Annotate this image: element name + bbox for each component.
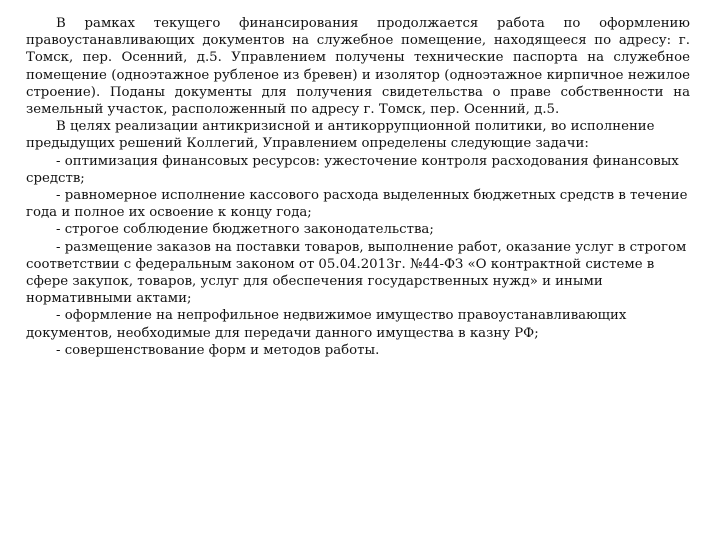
list-item-methods-improvement: - совершенствование форм и методов работы. (56, 342, 380, 358)
list-item-property-registration: - оформление на непрофильное недвижимое имущество правоустанавливающих документов, необходимые для передачи данного имущества в казну РФ; (26, 308, 627, 341)
list-item-financial-optimization: - оптимизация финансовых ресурсов: ужесточение контроля расходования финансовых средств; (26, 153, 679, 186)
list-item-cash-expenditure: - равномерное исполнение кассового расхода выделенных бюджетных средств в течение года и полное их освоение к концу года; (26, 188, 688, 221)
list-item-budget-law: - строгое соблюдение бюджетного законодательства; (56, 222, 434, 238)
paragraph-tasks-intro: В целях реализации антикризисной и антикоррупционной политики, во исполнение предыдущих решений Коллегий, Управлением определены следующие задачи: (26, 119, 655, 152)
list-item-procurement: - размещение заказов на поставки товаров, выполнение работ, оказание услуг в строгом соответствии с федеральным законом от 05.04.2013г. №44-ФЗ «О контрактной системе в сфере закупок, товаров, услуг для обеспечения государственных нужд» и иными нормативными актами; (26, 239, 687, 307)
paragraph-ownership-documents: В рамках текущего финансирования продолжается работа по оформлению правоустанавливающих документов на служебное помещение, находящееся по адресу: г. Томск, пер. Осенний, д.5. Управлением получены технические паспорта на служебное помещение (одноэтажное рубленое из бревен) и изолятор (одноэтажное кирпичное нежилое строение). Поданы документы для получения свидетельства о праве собственности на земельный участок, расположенный по адресу г. Томск, пер. Осенний, д.5. (26, 16, 690, 118)
document-body (26, 15, 690, 359)
